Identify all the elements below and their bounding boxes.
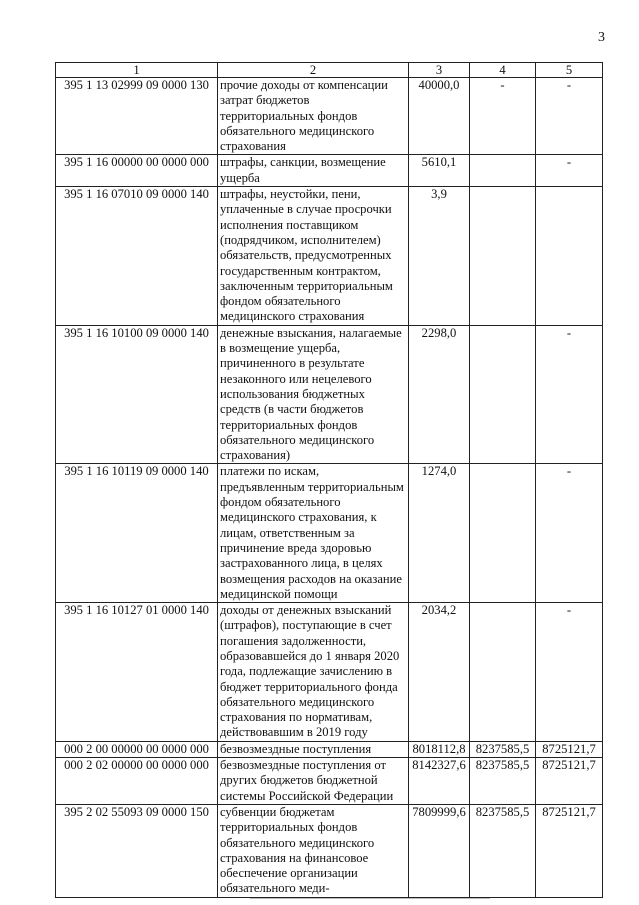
value-cell-4: 8237585,5 [470,804,536,897]
value-cell-4 [470,187,536,326]
description-cell: прочие доходы от компенсации затрат бюджетов территориальных фондов обязательного медицинского страхования [218,78,409,155]
value-cell-3: 40000,0 [409,78,470,155]
value-cell-3: 5610,1 [409,155,470,187]
value-cell-5: 8725121,7 [536,741,603,757]
table-row [56,187,603,326]
value-cell-3: 8018112,8 [409,741,470,757]
header-row [56,63,603,78]
column-header-1: 1 [56,63,218,78]
column-header-3: 3 [409,63,470,78]
table-row [56,155,603,187]
value-cell-5: - [536,603,603,742]
budget-code-cell: 395 1 16 00000 00 0000 000 [56,155,218,187]
budget-table [55,62,603,898]
value-cell-5: - [536,464,603,603]
value-cell-3: 8142327,6 [409,758,470,805]
budget-code-cell: 000 2 02 00000 00 0000 000 [56,758,218,805]
value-cell-5: - [536,155,603,187]
description-cell: штрафы, неустойки, пени, уплаченные в случае просрочки исполнения поставщиком (подрядчиком, исполнителем) обязательств, предусмотренных государственным контрактом, заключенным территориальным фондом обязательного медицинского страхования [218,187,409,326]
description-cell: доходы от денежных взысканий (штрафов), поступающие в счет погашения задолженности, образовавшейся до 1 января 2020 года, подлежащие зачислению в бюджет территориального фонда обязательного медицинского страхования по нормативам, действовавшим в 2019 году [218,603,409,742]
table-row [56,741,603,757]
description-cell: субвенции бюджетам территориальных фондов обязательного медицинского страхования на финансовое обеспечение организации обязательного меди- [218,804,409,897]
budget-code-cell: 395 1 16 10100 09 0000 140 [56,325,218,464]
table-row [56,464,603,603]
budget-code-cell: 000 2 00 00000 00 0000 000 [56,741,218,757]
value-cell-5: 8725121,7 [536,804,603,897]
table-row [56,758,603,805]
value-cell-4 [470,325,536,464]
budget-code-cell: 395 1 16 10127 01 0000 140 [56,603,218,742]
value-cell-3: 2034,2 [409,603,470,742]
value-cell-4: - [470,78,536,155]
value-cell-4: 8237585,5 [470,741,536,757]
value-cell-4 [470,464,536,603]
value-cell-5: 8725121,7 [536,758,603,805]
column-header-5: 5 [536,63,603,78]
description-cell: безвозмездные поступления [218,741,409,757]
column-header-2: 2 [218,63,409,78]
budget-code-cell: 395 1 13 02999 09 0000 130 [56,78,218,155]
description-cell: безвозмездные поступления от других бюджетов бюджетной системы Российской Федерации [218,758,409,805]
value-cell-3: 2298,0 [409,325,470,464]
value-cell-3: 7809999,6 [409,804,470,897]
column-header-4: 4 [470,63,536,78]
value-cell-5: - [536,78,603,155]
budget-code-cell: 395 2 02 55093 09 0000 150 [56,804,218,897]
value-cell-4 [470,155,536,187]
description-cell: денежные взыскания, налагаемые в возмещение ущерба, причиненного в результате незаконного или нецелевого использования бюджетных средств (в части бюджетов территориальных фондов обязательного медицинского страхования) [218,325,409,464]
description-cell: штрафы, санкции, возмещение ущерба [218,155,409,187]
table-row [56,804,603,897]
budget-code-cell: 395 1 16 07010 09 0000 140 [56,187,218,326]
budget-code-cell: 395 1 16 10119 09 0000 140 [56,464,218,603]
page-number: 3 [598,30,605,45]
table-row [56,325,603,464]
value-cell-4 [470,603,536,742]
table-row [56,78,603,155]
value-cell-3: 3,9 [409,187,470,326]
value-cell-5 [536,187,603,326]
footer-rule [250,898,490,899]
value-cell-3: 1274,0 [409,464,470,603]
table-row [56,603,603,742]
description-cell: платежи по искам, предъявленным территориальным фондом обязательного медицинского страхования, к лицам, ответственным за причинение вреда здоровью застрахованного лица, в целях возмещения расходов на оказание медицинской помощи [218,464,409,603]
value-cell-5: - [536,325,603,464]
value-cell-4: 8237585,5 [470,758,536,805]
